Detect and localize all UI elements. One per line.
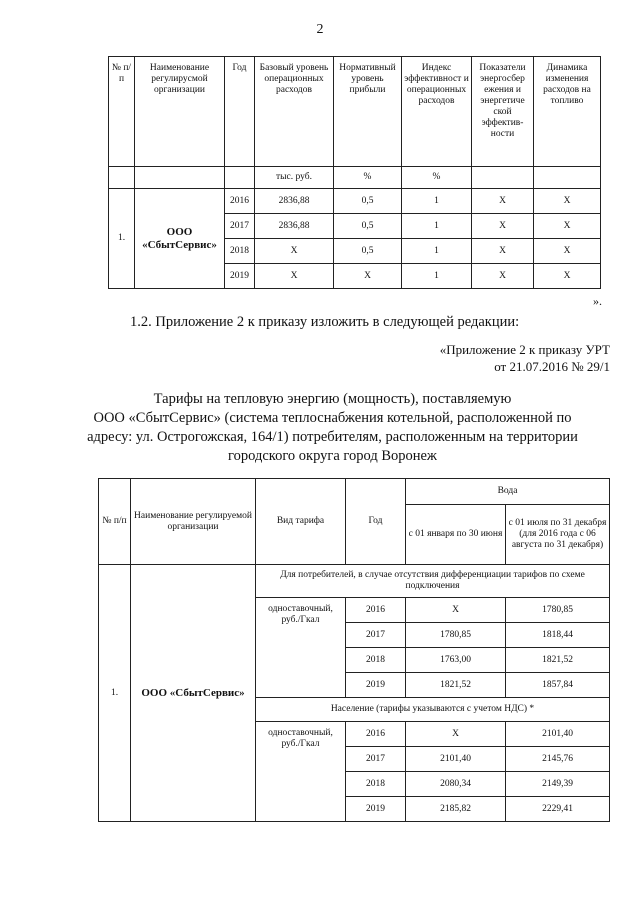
table-cell: 0,5 bbox=[334, 239, 402, 264]
table-cell: 0,5 bbox=[334, 214, 402, 239]
t1-row-num: 1. bbox=[109, 189, 135, 289]
page-number: 2 bbox=[316, 22, 324, 37]
table-cell: 2149,39 bbox=[506, 772, 610, 797]
appendix-line-1: «Приложение 2 к приказу УРТ bbox=[439, 342, 610, 357]
t2-kind-2: одноставочный, руб./Гкал bbox=[256, 722, 346, 822]
appendix-line-2: от 21.07.2016 № 29/1 bbox=[494, 358, 610, 374]
table-cell: 2019 bbox=[225, 264, 255, 289]
table-cell: 2018 bbox=[346, 772, 406, 797]
table-cell: Х bbox=[255, 264, 334, 289]
table-cell: 2101,40 bbox=[406, 747, 506, 772]
t1-unit-index: % bbox=[402, 167, 472, 189]
table-cell: Х bbox=[255, 239, 334, 264]
table-cell: 1 bbox=[402, 189, 472, 214]
table-cell: 1 bbox=[402, 239, 472, 264]
quote-end: ». bbox=[593, 294, 602, 308]
t2-org-name: ООО «СбытСервис» bbox=[131, 565, 256, 822]
table-cell: 1821,52 bbox=[506, 648, 610, 673]
t1-unit-profit: % bbox=[334, 167, 402, 189]
table-cell: 2836,88 bbox=[255, 189, 334, 214]
table-cell: 2016 bbox=[346, 722, 406, 747]
table-cell: 1818,44 bbox=[506, 623, 610, 648]
title-line-2: ООО «СбытСервис» (система теплоснабжения котельной, расположенной по bbox=[93, 409, 572, 426]
table-cell: Х bbox=[534, 264, 601, 289]
table-cell: 1 bbox=[402, 214, 472, 239]
t2-kind-1: одноставочный, руб./Гкал bbox=[256, 598, 346, 698]
table-cell: 2019 bbox=[346, 673, 406, 698]
t2-header-kind: Вид тарифа bbox=[256, 479, 346, 565]
table-cell: 1780,85 bbox=[406, 623, 506, 648]
t1-header-fuel: Динамика изменения расходов на топливо bbox=[534, 57, 601, 167]
table-cell: 2017 bbox=[225, 214, 255, 239]
table-cell: 2101,40 bbox=[506, 722, 610, 747]
table-cell: Х bbox=[534, 189, 601, 214]
t2-header-year: Год bbox=[346, 479, 406, 565]
table-cell: 2018 bbox=[225, 239, 255, 264]
table-cell: Х bbox=[472, 189, 534, 214]
tariff-table bbox=[98, 478, 610, 822]
table-cell: 2080,34 bbox=[406, 772, 506, 797]
t1-unit-base: тыс. руб. bbox=[255, 167, 334, 189]
t1-header-index: Индекс эффективност и операционных расходов bbox=[402, 57, 472, 167]
appendix-reference bbox=[440, 342, 610, 376]
table-cell: 2017 bbox=[346, 623, 406, 648]
table-cell: 1763,00 bbox=[406, 648, 506, 673]
table-cell: 2019 bbox=[346, 797, 406, 822]
t1-header-org: Наименование регулирусмой организации bbox=[135, 57, 225, 167]
table-cell: 1821,52 bbox=[406, 673, 506, 698]
table-cell: Х bbox=[534, 214, 601, 239]
t2-section-population: Население (тарифы указываются с учетом НДС) * bbox=[256, 698, 610, 722]
title-line-4: городского округа город Воронеж bbox=[228, 447, 437, 464]
efficiency-table bbox=[108, 56, 601, 289]
t1-header-energy: Показатели энергосбер ежения и энергетиче ской эффектив-ности bbox=[472, 57, 534, 167]
table-cell: 2836,88 bbox=[255, 214, 334, 239]
t2-section-consumers: Для потребителей, в случае отсутствия дифференциации тарифов по схеме подключения bbox=[256, 565, 610, 598]
t1-header-profit: Нормативный уровень прибыли bbox=[334, 57, 402, 167]
title-line-1: Тарифы на тепловую энергию (мощность), поставляемую bbox=[153, 391, 512, 407]
table-cell: Х bbox=[406, 722, 506, 747]
t2-header-num: № п/п bbox=[99, 479, 131, 565]
t1-org-name: ООО «СбытСервис» bbox=[135, 189, 225, 289]
t2-header-org: Наименование регулируемой организации bbox=[131, 479, 256, 565]
table-cell: 2229,41 bbox=[506, 797, 610, 822]
paragraph-1-2: 1.2. Приложение 2 к приказу изложить в следующей редакции: bbox=[130, 314, 520, 330]
table-cell: 2016 bbox=[225, 189, 255, 214]
table-cell: 1 bbox=[402, 264, 472, 289]
table-cell: 2145,76 bbox=[506, 747, 610, 772]
t1-header-base: Базовый уровень операционных расходов bbox=[255, 57, 334, 167]
title-line-3: адресу: ул. Острогожская, 164/1) потребителям, расположенным на территории bbox=[87, 428, 578, 445]
table-cell: 0,5 bbox=[334, 189, 402, 214]
table-cell: 2017 bbox=[346, 747, 406, 772]
table-cell: Х bbox=[472, 214, 534, 239]
t2-header-period-2: с 01 июля по 31 декабря (для 2016 года с 06 августа по 31 декабря) bbox=[506, 505, 610, 565]
table-cell: Х bbox=[534, 239, 601, 264]
table-cell: 1780,85 bbox=[506, 598, 610, 623]
t1-header-num: № п/п bbox=[109, 57, 135, 167]
table-cell: 2185,82 bbox=[406, 797, 506, 822]
t1-header-year: Год bbox=[225, 57, 255, 167]
t2-header-period-1: с 01 января по 30 июня bbox=[406, 505, 506, 565]
table-cell: 1857,84 bbox=[506, 673, 610, 698]
table-cell: 2018 bbox=[346, 648, 406, 673]
table-cell: 2016 bbox=[346, 598, 406, 623]
tariff-title bbox=[60, 390, 605, 465]
table-cell: Х bbox=[406, 598, 506, 623]
table-cell: Х bbox=[334, 264, 402, 289]
table-cell: Х bbox=[472, 264, 534, 289]
t2-row-num: 1. bbox=[99, 565, 131, 822]
t2-header-water: Вода bbox=[406, 479, 610, 505]
table-cell: Х bbox=[472, 239, 534, 264]
